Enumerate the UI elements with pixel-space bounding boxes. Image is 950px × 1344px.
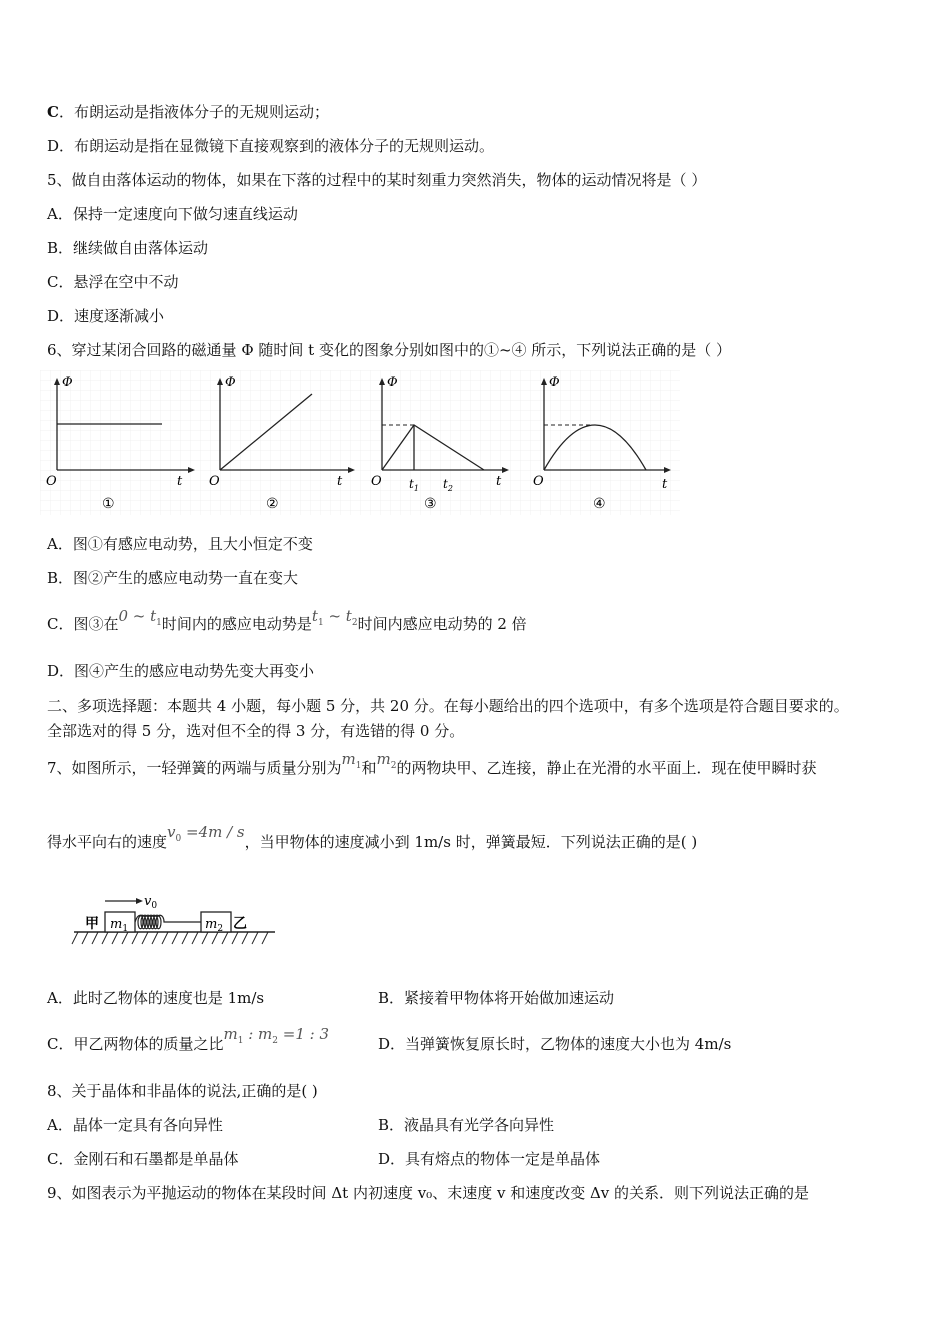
section2-line2: 全部选对的得 5 分，选对但不全的得 3 分，有选错的得 0 分。 <box>47 722 465 740</box>
q8-option-c: C．金刚石和石墨都是单晶体 <box>47 1150 239 1168</box>
fig-yi: 乙 <box>233 916 247 932</box>
velocity-arrow <box>136 898 143 904</box>
graph-3-t: t <box>496 474 502 489</box>
fig-v0: $v_0$ <box>144 894 158 911</box>
spring <box>135 915 201 929</box>
q6-stem: 6、穿过某闭合回路的磁通量 Φ 随时间 t 变化的图象分别如图中的①~④ 所示，下列说法正确的是（ ） <box>47 341 732 359</box>
q7-stem-line2: 得水平向右的速度$v_0 =4m / s$，当甲物体的速度减小到 1m/s 时，弹簧最短．下列说法正确的是( ) <box>47 823 698 851</box>
q4-option-d <box>47 136 494 156</box>
graph-3-t1: $t_1$ <box>409 477 419 493</box>
q5-option-c: C．悬浮在空中不动 <box>47 273 179 291</box>
q6-option-c: C．图③在0 ~ $t_1$时间内的感应电动势是$t_1$ ~ $t_2$时间内感应电动势的 2 倍 <box>47 607 527 633</box>
q7-option-d: D．当弹簧恢复原长时，乙物体的速度大小也为 4m/s <box>378 1035 732 1053</box>
q5-stem: 5、做自由落体运动的物体，如果在下落的过程中的某时刻重力突然消失，物体的运动情况将是（ ） <box>47 171 707 189</box>
q6-option-c-math1: 0 ~ $t_1$ <box>118 607 162 628</box>
q6-option-b: B．图②产生的感应电动势一直在变大 <box>47 569 299 587</box>
graph-4-origin: O <box>533 474 544 489</box>
graph-2-origin: O <box>209 474 220 489</box>
q6-option-d: D．图④产生的感应电动势先变大再变小 <box>47 662 315 680</box>
graph-3-label: ③ <box>424 496 437 512</box>
graph-3-phi: Φ <box>387 375 398 390</box>
q6-flux-graphs <box>40 370 680 515</box>
graph-1-label: ① <box>102 496 115 512</box>
q5-option-a: A．保持一定速度向下做匀速直线运动 <box>47 205 298 223</box>
graph-3-t2: $t_2$ <box>443 477 453 493</box>
q4-option-c-text: ．布朗运动是指液体分子的无规则运动； <box>58 103 329 121</box>
fig-m1: $m_1$ <box>110 917 129 934</box>
q7-m2: $m_2$ <box>376 750 397 771</box>
q6-option-a: A．图①有感应电动势，且大小恒定不变 <box>47 535 313 553</box>
q7-stem-line1: 7、如图所示，一轻弹簧的两端与质量分别为$m_1$和$m_2$的两物块甲、乙连接，静止在光滑的水平面上．现在使甲瞬时获 <box>47 750 817 777</box>
graph-2-t: t <box>337 474 343 489</box>
graph-4-label: ④ <box>593 496 606 512</box>
q7-spring-figure <box>70 888 280 950</box>
q8-option-b: B．液晶具有光学各向异性 <box>378 1116 555 1134</box>
graph-1-origin: O <box>46 474 57 489</box>
q4-option-c: C．布朗运动是指液体分子的无规则运动； <box>47 103 329 121</box>
q7-option-a: A．此时乙物体的速度也是 1m/s <box>47 989 265 1007</box>
q9-stem: 9、如图表示为平抛运动的物体在某段时间 Δt 内初速度 v₀、末速度 v 和速度改变 Δv 的关系．则下列说法正确的是 <box>47 1184 810 1202</box>
q7-option-c-math: $m_1$ : $m_2 =1$ : 3 <box>223 1025 330 1046</box>
graph-1-phi: Φ <box>62 375 73 390</box>
section2-line1: 二、多项选择题：本题共 4 小题，每小题 5 分，共 20 分。在每小题给出的四个选项中，有多个选项是符合题目要求的。 <box>47 697 849 715</box>
q8-stem: 8、关于晶体和非晶体的说法,正确的是( ) <box>47 1082 318 1100</box>
q5-option-d: D．速度逐渐减小 <box>47 307 165 325</box>
q7-v0: $v_0 =4m / s$ <box>167 823 245 844</box>
graph-2-phi: Φ <box>225 375 236 390</box>
q5-option-b: B．继续做自由落体运动 <box>47 239 209 257</box>
graph-1-t: t <box>177 474 183 489</box>
graph-2-label: ② <box>266 496 279 512</box>
q8-option-d: D．具有熔点的物体一定是单晶体 <box>378 1150 601 1168</box>
q7-m1: $m_1$ <box>341 750 362 771</box>
q6-option-c-math2: $t_1$ ~ $t_2$ <box>311 607 358 628</box>
fig-m2: $m_2$ <box>205 917 224 934</box>
fig-jia: 甲 <box>85 916 99 932</box>
q8-option-a: A．晶体一定具有各向异性 <box>47 1116 223 1134</box>
graph-4-phi: Φ <box>549 375 560 390</box>
q4-option-d-text: D．布朗运动是指在显微镜下直接观察到的液体分子的无规则运动。 <box>47 137 495 155</box>
graph-3-origin: O <box>371 474 382 489</box>
graph-4-t: t <box>662 477 668 492</box>
q7-option-c: C．甲乙两物体的质量之比$m_1$ : $m_2 =1$ : 3 <box>47 1025 330 1053</box>
q7-option-b: B．紧接着甲物体将开始做加速运动 <box>378 989 615 1007</box>
